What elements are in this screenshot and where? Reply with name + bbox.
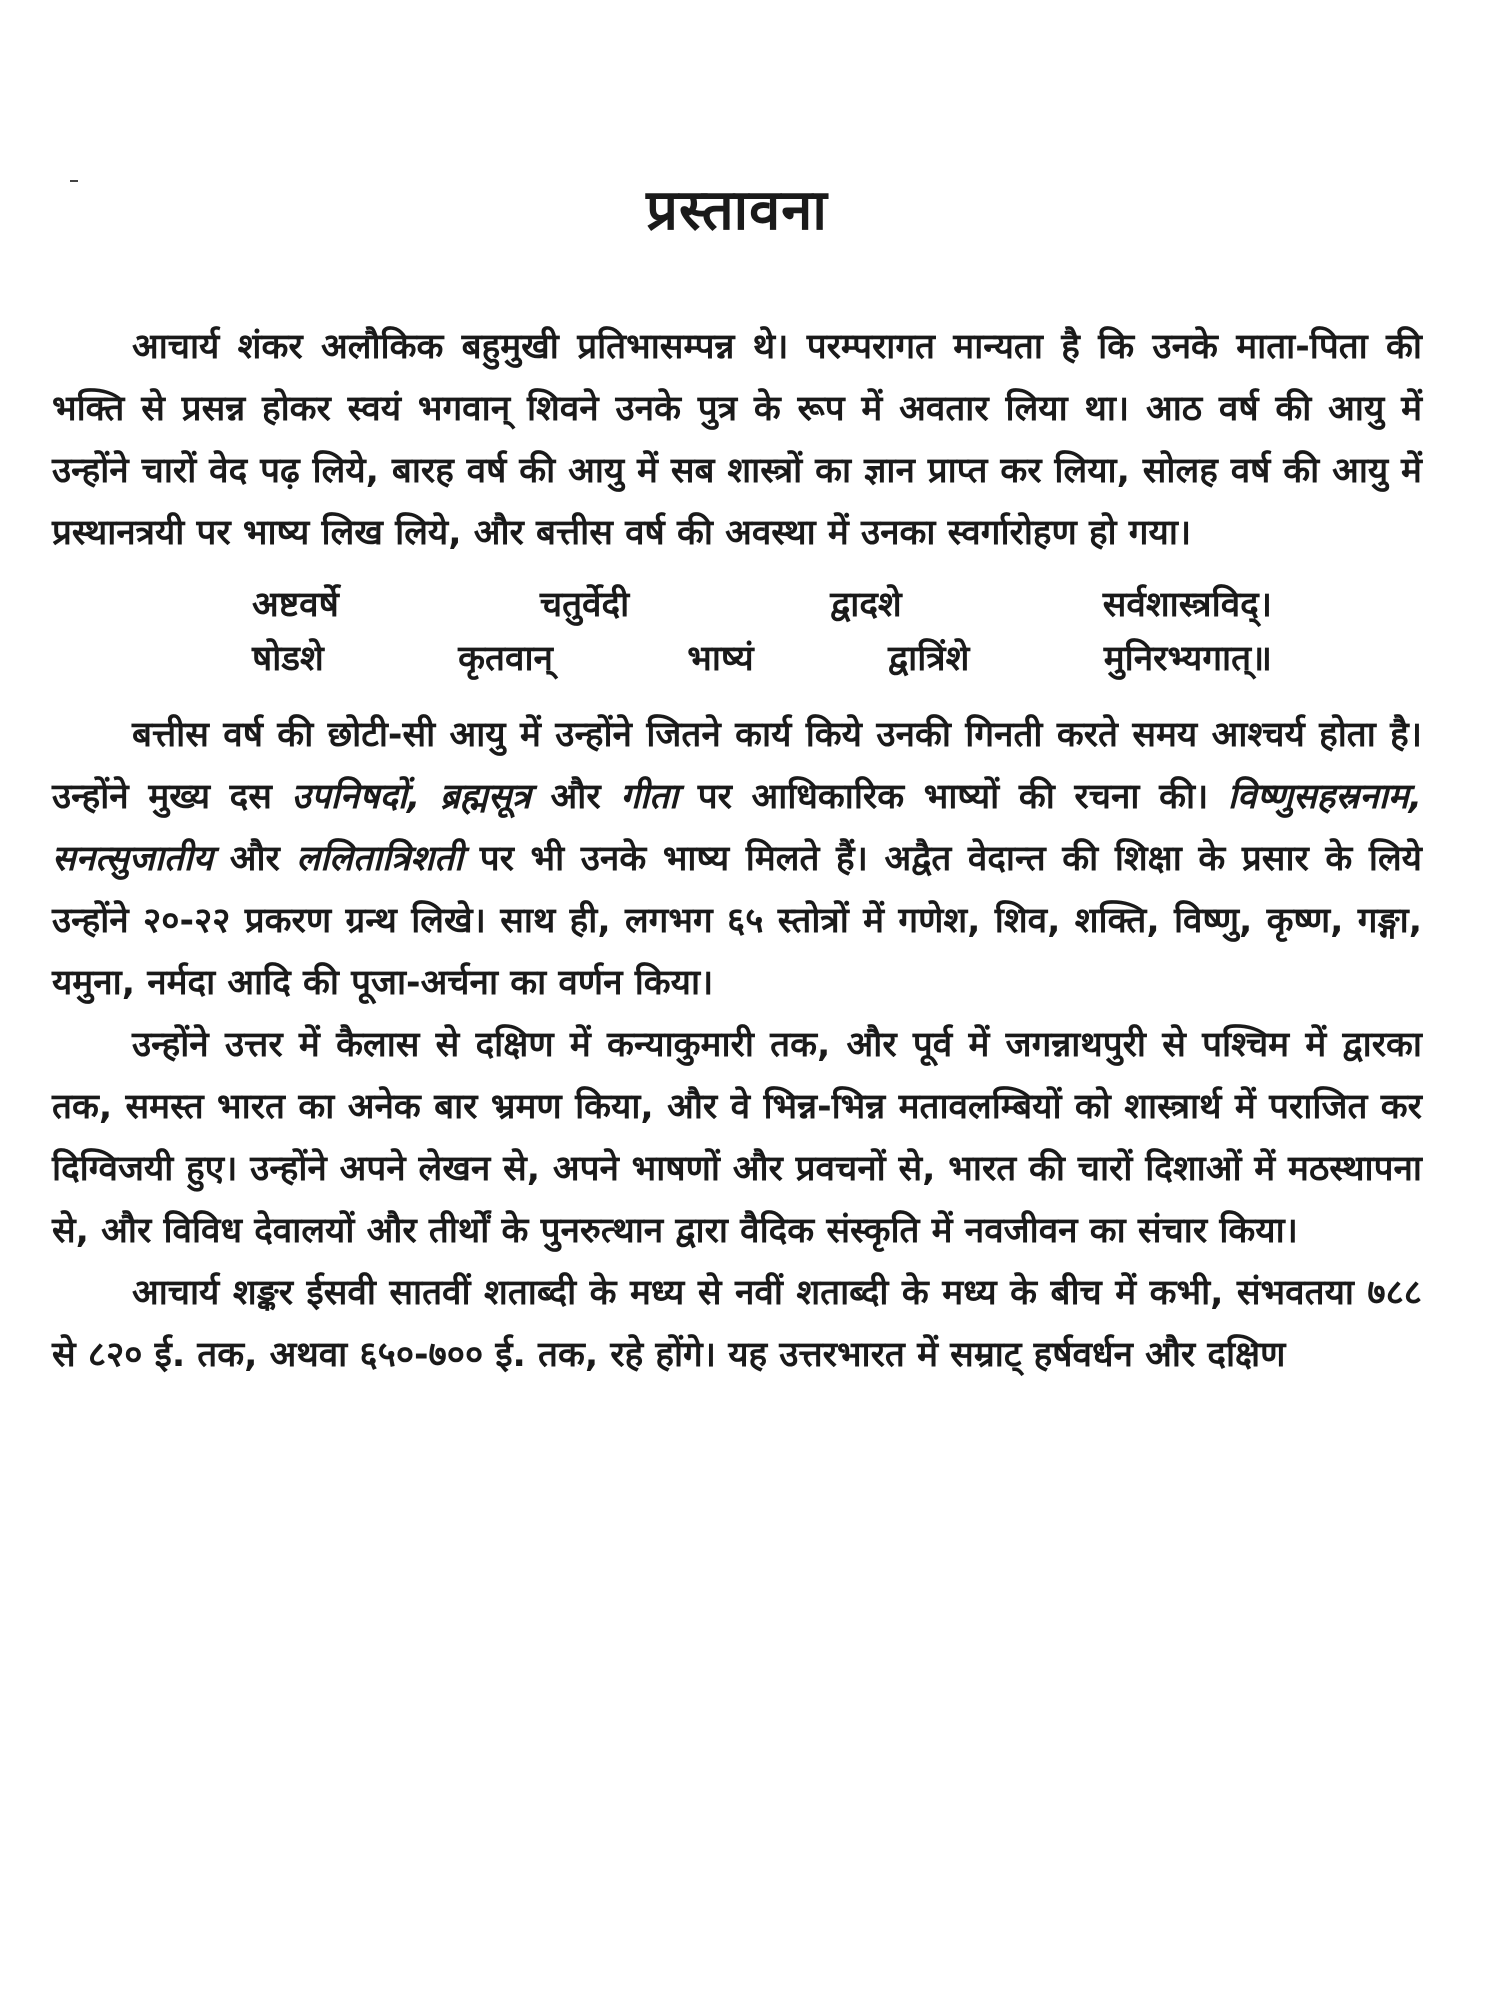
verse-word: भाष्यं: [687, 639, 754, 679]
text-run: और: [530, 777, 621, 817]
paragraph-intro: आचार्य शंकर अलौकिक बहुमुखी प्रतिभासम्पन्न थे। परम्परागत मान्यता है कि उनके माता-पिता की भक्ति से प्रसन्न होकर स्वयं भगवान् शिवने उनके पुत्र के रूप में अवतार लिया था। आठ वर्ष की आयु में उन्होंने चारों वेद पढ़ लिये, बारह वर्ष की आयु में सब शास्त्रों का ज्ञान प्राप्त कर लिया, सोलह वर्ष की आयु में प्रस्थानत्रयी पर भाष्य लिख लिये, और बत्तीस वर्ष की अवस्था में उनका स्वर्गारोहण हो गया।: [52, 327, 1422, 553]
verse-line-1: [252, 578, 1272, 632]
verse-word: सर्वशास्त्रविद्।: [1102, 585, 1272, 625]
verse-word: चतुर्वेदी: [539, 585, 630, 625]
text-run: बत्तीस वर्ष की छोटी-सी आयु में उन्होंने जितने कार्य किये उनकी गिनती करते समय आश्चर्य होता है। उन्होंने मुख्य दस: [52, 715, 1422, 817]
italic-title: विष्णुसहस्रनाम, सनत्सुजातीय: [52, 777, 1422, 879]
italic-title: गीता: [620, 777, 679, 817]
text-run: और: [213, 839, 297, 879]
verse-word: अष्टवर्षे: [252, 585, 339, 625]
verse-word: द्वात्रिंशे: [888, 639, 970, 679]
text-run: पर भी उनके भाष्य मिलते हैं। अद्वैत वेदान्त की शिक्षा के प्रसार के लिये उन्होंने २०-२२ प्रकरण ग्रन्थ लिखे। साथ ही, लगभग ६५ स्तोत्रों में गणेश, शिव, शक्ति, विष्णु, कृष्ण, गङ्गा, यमुना, नर्मदा आदि की पूजा-अर्चना का वर्णन किया।: [52, 839, 1422, 1003]
italic-title: उपनिषदों, ब्रह्मसूत्र: [291, 777, 531, 817]
verse-word: मुनिरभ्यगात्॥: [1103, 639, 1272, 679]
verse-word: कृतवान्: [458, 639, 553, 679]
verse-word: षोडशे: [252, 639, 324, 679]
paragraph-works: [52, 704, 1422, 1014]
paragraph-dates: आचार्य शङ्कर ईसवी सातवीं शताब्दी के मध्य से नवीं शताब्दी के मध्य के बीच में कभी, संभवतया ७८८ से ८२० ई. तक, अथवा ६५०-७०० ई. तक, रहे होंगे। यह उत्तरभारत में सम्राट् हर्षवर्धन और दक्षिण: [52, 1273, 1422, 1375]
text-run: पर आधिकारिक भाष्यों की रचना की।: [678, 777, 1228, 817]
page-content: [52, 150, 1422, 1386]
sanskrit-verse: [52, 578, 1422, 686]
verse-line-2: [252, 632, 1272, 686]
paragraph-travels: उन्होंने उत्तर में कैलास से दक्षिण में कन्याकुमारी तक, और पूर्व में जगन्नाथपुरी से पश्चिम में द्वारका तक, समस्त भारत का अनेक बार भ्रमण किया, और वे भिन्न-भिन्न मतावलम्बियों को शास्त्रार्थ में पराजित कर दिग्विजयी हुए। उन्होंने अपने लेखन से, अपने भाषणों और प्रवचनों से, भारत की चारों दिशाओं में मठस्थापना से, और विविध देवालयों और तीर्थों के पुनरुत्थान द्वारा वैदिक संस्कृति में नवजीवन का संचार किया।: [52, 1025, 1422, 1251]
italic-title: ललितात्रिशती: [296, 839, 464, 879]
page-title: प्रस्तावना: [646, 178, 828, 243]
verse-word: द्वादशे: [830, 585, 902, 625]
